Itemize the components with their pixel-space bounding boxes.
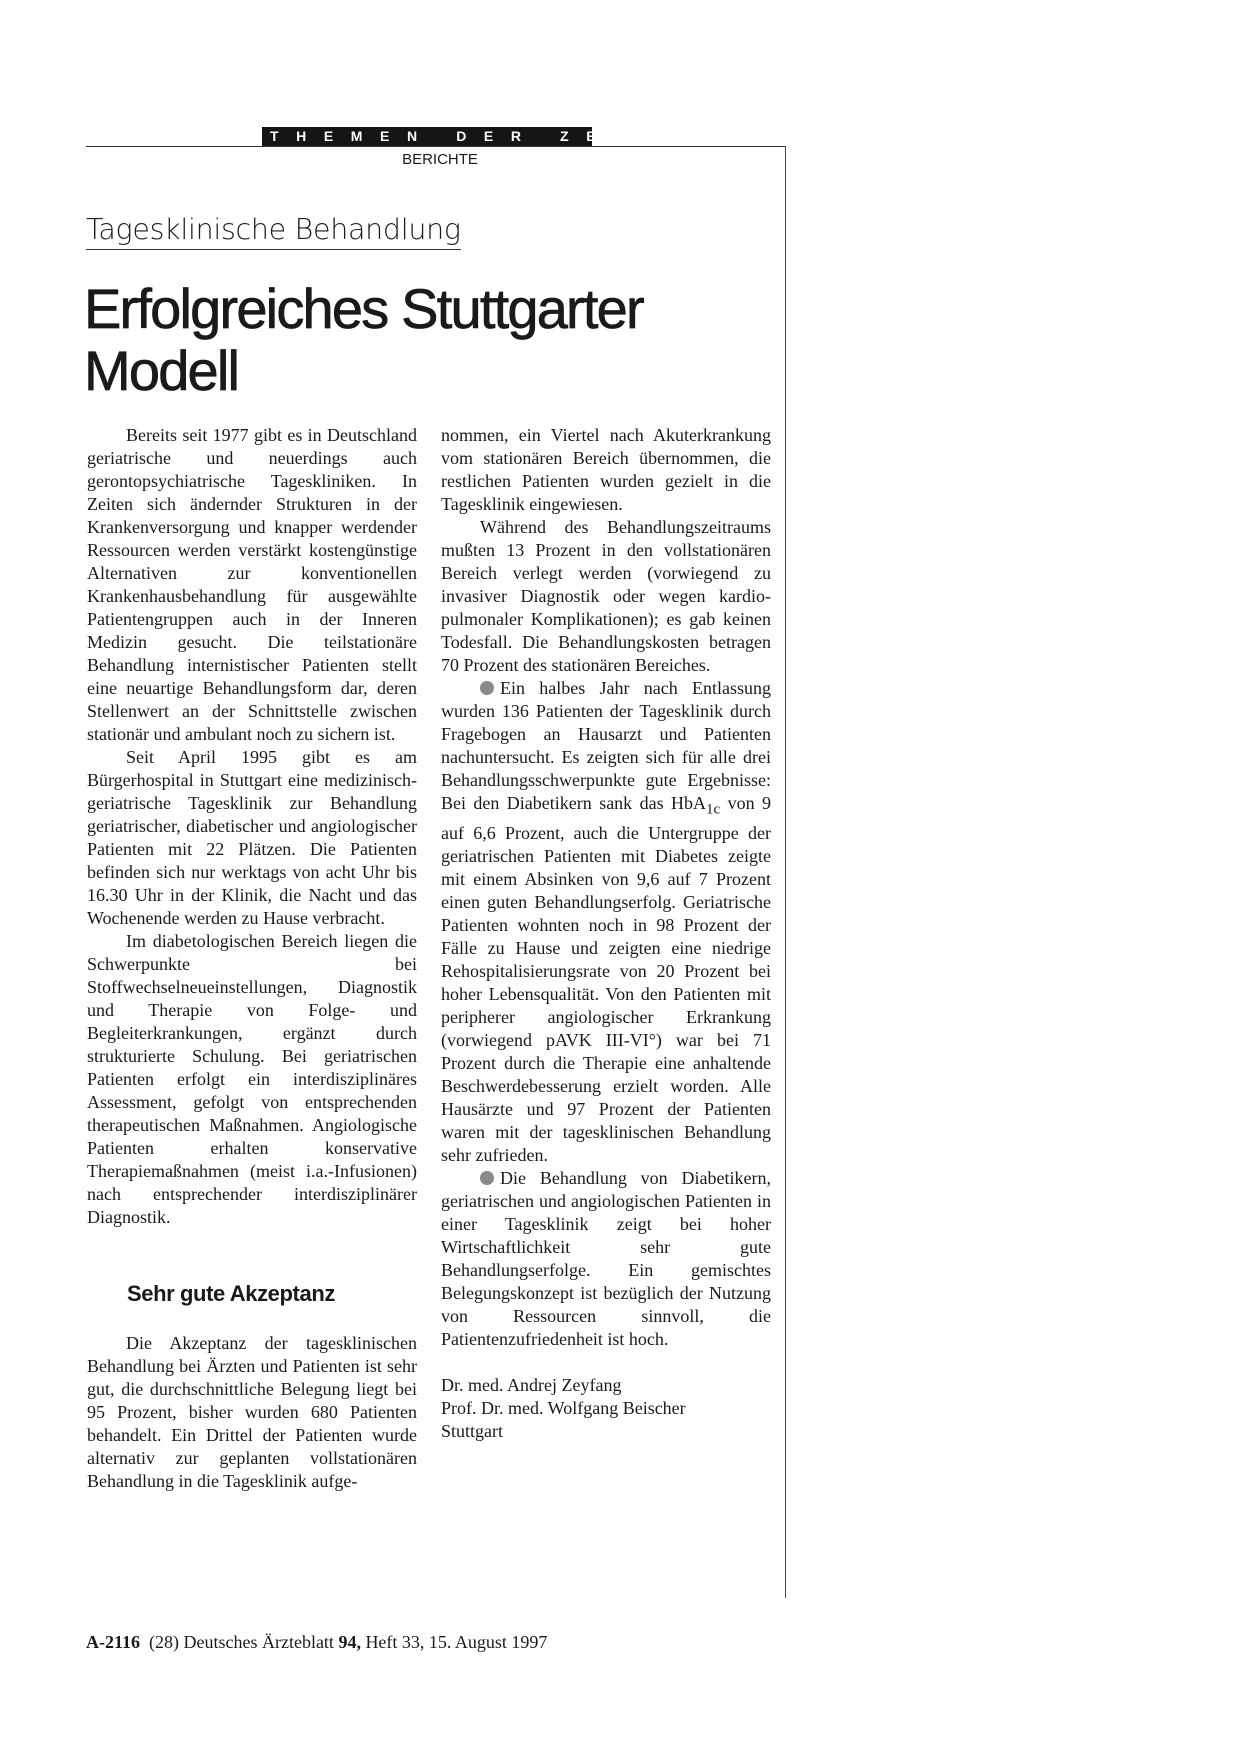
body-paragraph: Die Akzeptanz der tagesklinischen Behandlung bei Ärzten und Patienten ist sehr gut, die durchschnittliche Belegung liegt bei 95 Prozent, bisher wurden 680 Patienten behandelt. Ein Drittel der Patienten wurde alternativ zur geplanten vollstationären Behandlung in die Tagesklinik aufge- [87,1333,417,1491]
journal-name: (28) Deutsches Ärzteblatt [149,1632,334,1652]
article-kicker: Tagesklinische Behandlung [86,213,461,250]
author-block [441,1374,771,1443]
section-banner: THEMEN DER ZEIT [262,127,592,146]
author-line: Prof. Dr. med. Wolfgang Beischer [441,1397,686,1418]
body-paragraph: Während des Behandlungszeitraums mußten 13 Prozent in den vollstationären Bereich verlegt werden (vorwiegend zu invasiver Diagnostik oder wegen kardio-pulmonaler Komplikationen); es gab keinen Todesfall. Die Behandlungskosten betragen 70 Prozent des stationären Bereiches. [441,517,771,675]
bullet-icon [480,1171,494,1185]
bullet-paragraph: Die Behandlung von Diabetikern, geriatrischen und angiologischen Patienten in einer Tagesklinik zeigt bei hoher Wirtschaftlichkeit sehr gute Behandlungserfolge. Ein gemischtes Belegungskonzept ist bezüglich der Nutzung von Ressourcen sinnvoll, die Patientenzufriedenheit ist hoch. [441,1167,771,1349]
author-line: Dr. med. Andrej Zeyfang [441,1374,622,1395]
body-paragraph: Bereits seit 1977 gibt es in Deutschland geriatrische und neuerdings auch gerontopsychiatrische Tageskliniken. In Zeiten sich ändernder Strukturen in der Krankenversorgung und knapper werdender Ressourcen werden verstärkt kostengünstige Alternativen zur konventionellen Krankenhausbehandlung für ausgewählte Patientengruppen auch in der Inneren Medizin gesucht. Die teilstationäre Behandlung internistischer Patienten stellt eine neuartige Behandlungsform dar, deren Stellenwert an der Schnittstelle zwischen stationär und ambulant noch zu sichern ist. [87,425,417,744]
left-column [87,424,417,1493]
right-column [441,424,771,1443]
page-code: A-2116 [86,1632,140,1652]
body-paragraph: Im diabetologischen Bereich liegen die Schwerpunkte bei Stoffwechselneueinstellungen, Diagnostik und Therapie von Folge- und Begleiterkrankungen, ergänzt durch strukturierte Schulung. Bei geriatrischen Patienten erfolgt ein interdisziplinäres Assessment, gefolgt von entsprechenden therapeutischen Maßnahmen. Angiologische Patienten erhalten konservative Therapiemaßnahmen (meist i.a.-Infusionen) nach entsprechender interdisziplinärer Diagnostik. [87,931,417,1227]
column-rule [785,146,786,1598]
section-label: BERICHTE [402,151,478,168]
bullet-paragraph: Ein halbes Jahr nach Entlassung wurden 136 Patienten der Tagesklinik durch Fragebogen an Hausarzt und Patienten nachuntersucht. Es zeigten sich für alle drei Behandlungsschwerpunkte gute Ergebnisse: Bei den Diabetikern sank das HbA$_{1c}$ von 9 auf 6,6 Prozent, auch die Untergruppe der geriatrischen Patienten mit Diabetes zeigte mit einem Absinken von 9,6 auf 7 Prozent einen guten Behandlungserfolg. Geriatrische Patienten wohnten noch in 98 Prozent der Fälle zu Hause und zeigten eine niedrige Rehospitalisierungsrate von 20 Prozent bei hoher Lebensqualität. Von den Patienten mit peripherer angiologischer Erkrankung (vorwiegend pAVK III-VI°) war bei 71 Prozent durch die Therapie eine anhaltende Beschwerdebesserung erzielt worden. Alle Hausärzte und 97 Prozent der Patienten waren mit der tagesklinischen Behandlung sehr zufrieden. [441,678,772,1165]
article-headline: Erfolgreiches Stuttgarter Modell [84,277,643,402]
author-location: Stuttgart [441,1420,503,1441]
bullet-icon [480,681,494,695]
header-rule [86,146,786,147]
page-footer [86,1632,547,1653]
body-paragraph: nommen, ein Viertel nach Akuterkrankung vom stationären Bereich übernommen, die restlichen Patienten wurden gezielt in die Tagesklinik eingewiesen. [441,425,771,514]
subheading: Sehr gute Akzeptanz [127,1281,335,1306]
issue-date: Heft 33, 15. August 1997 [365,1632,548,1652]
body-paragraph: Seit April 1995 gibt es am Bürgerhospital in Stuttgart eine medizinisch-geriatrische Tagesklinik zur Behandlung geriatrischer, diabetischer und angiologischer Patienten mit 22 Plätzen. Die Patienten befinden sich nur werktags von acht Uhr bis 16.30 Uhr in der Klinik, die Nacht und das Wochenende werden zu Hause verbracht. [87,747,417,928]
volume: 94, [338,1632,361,1652]
